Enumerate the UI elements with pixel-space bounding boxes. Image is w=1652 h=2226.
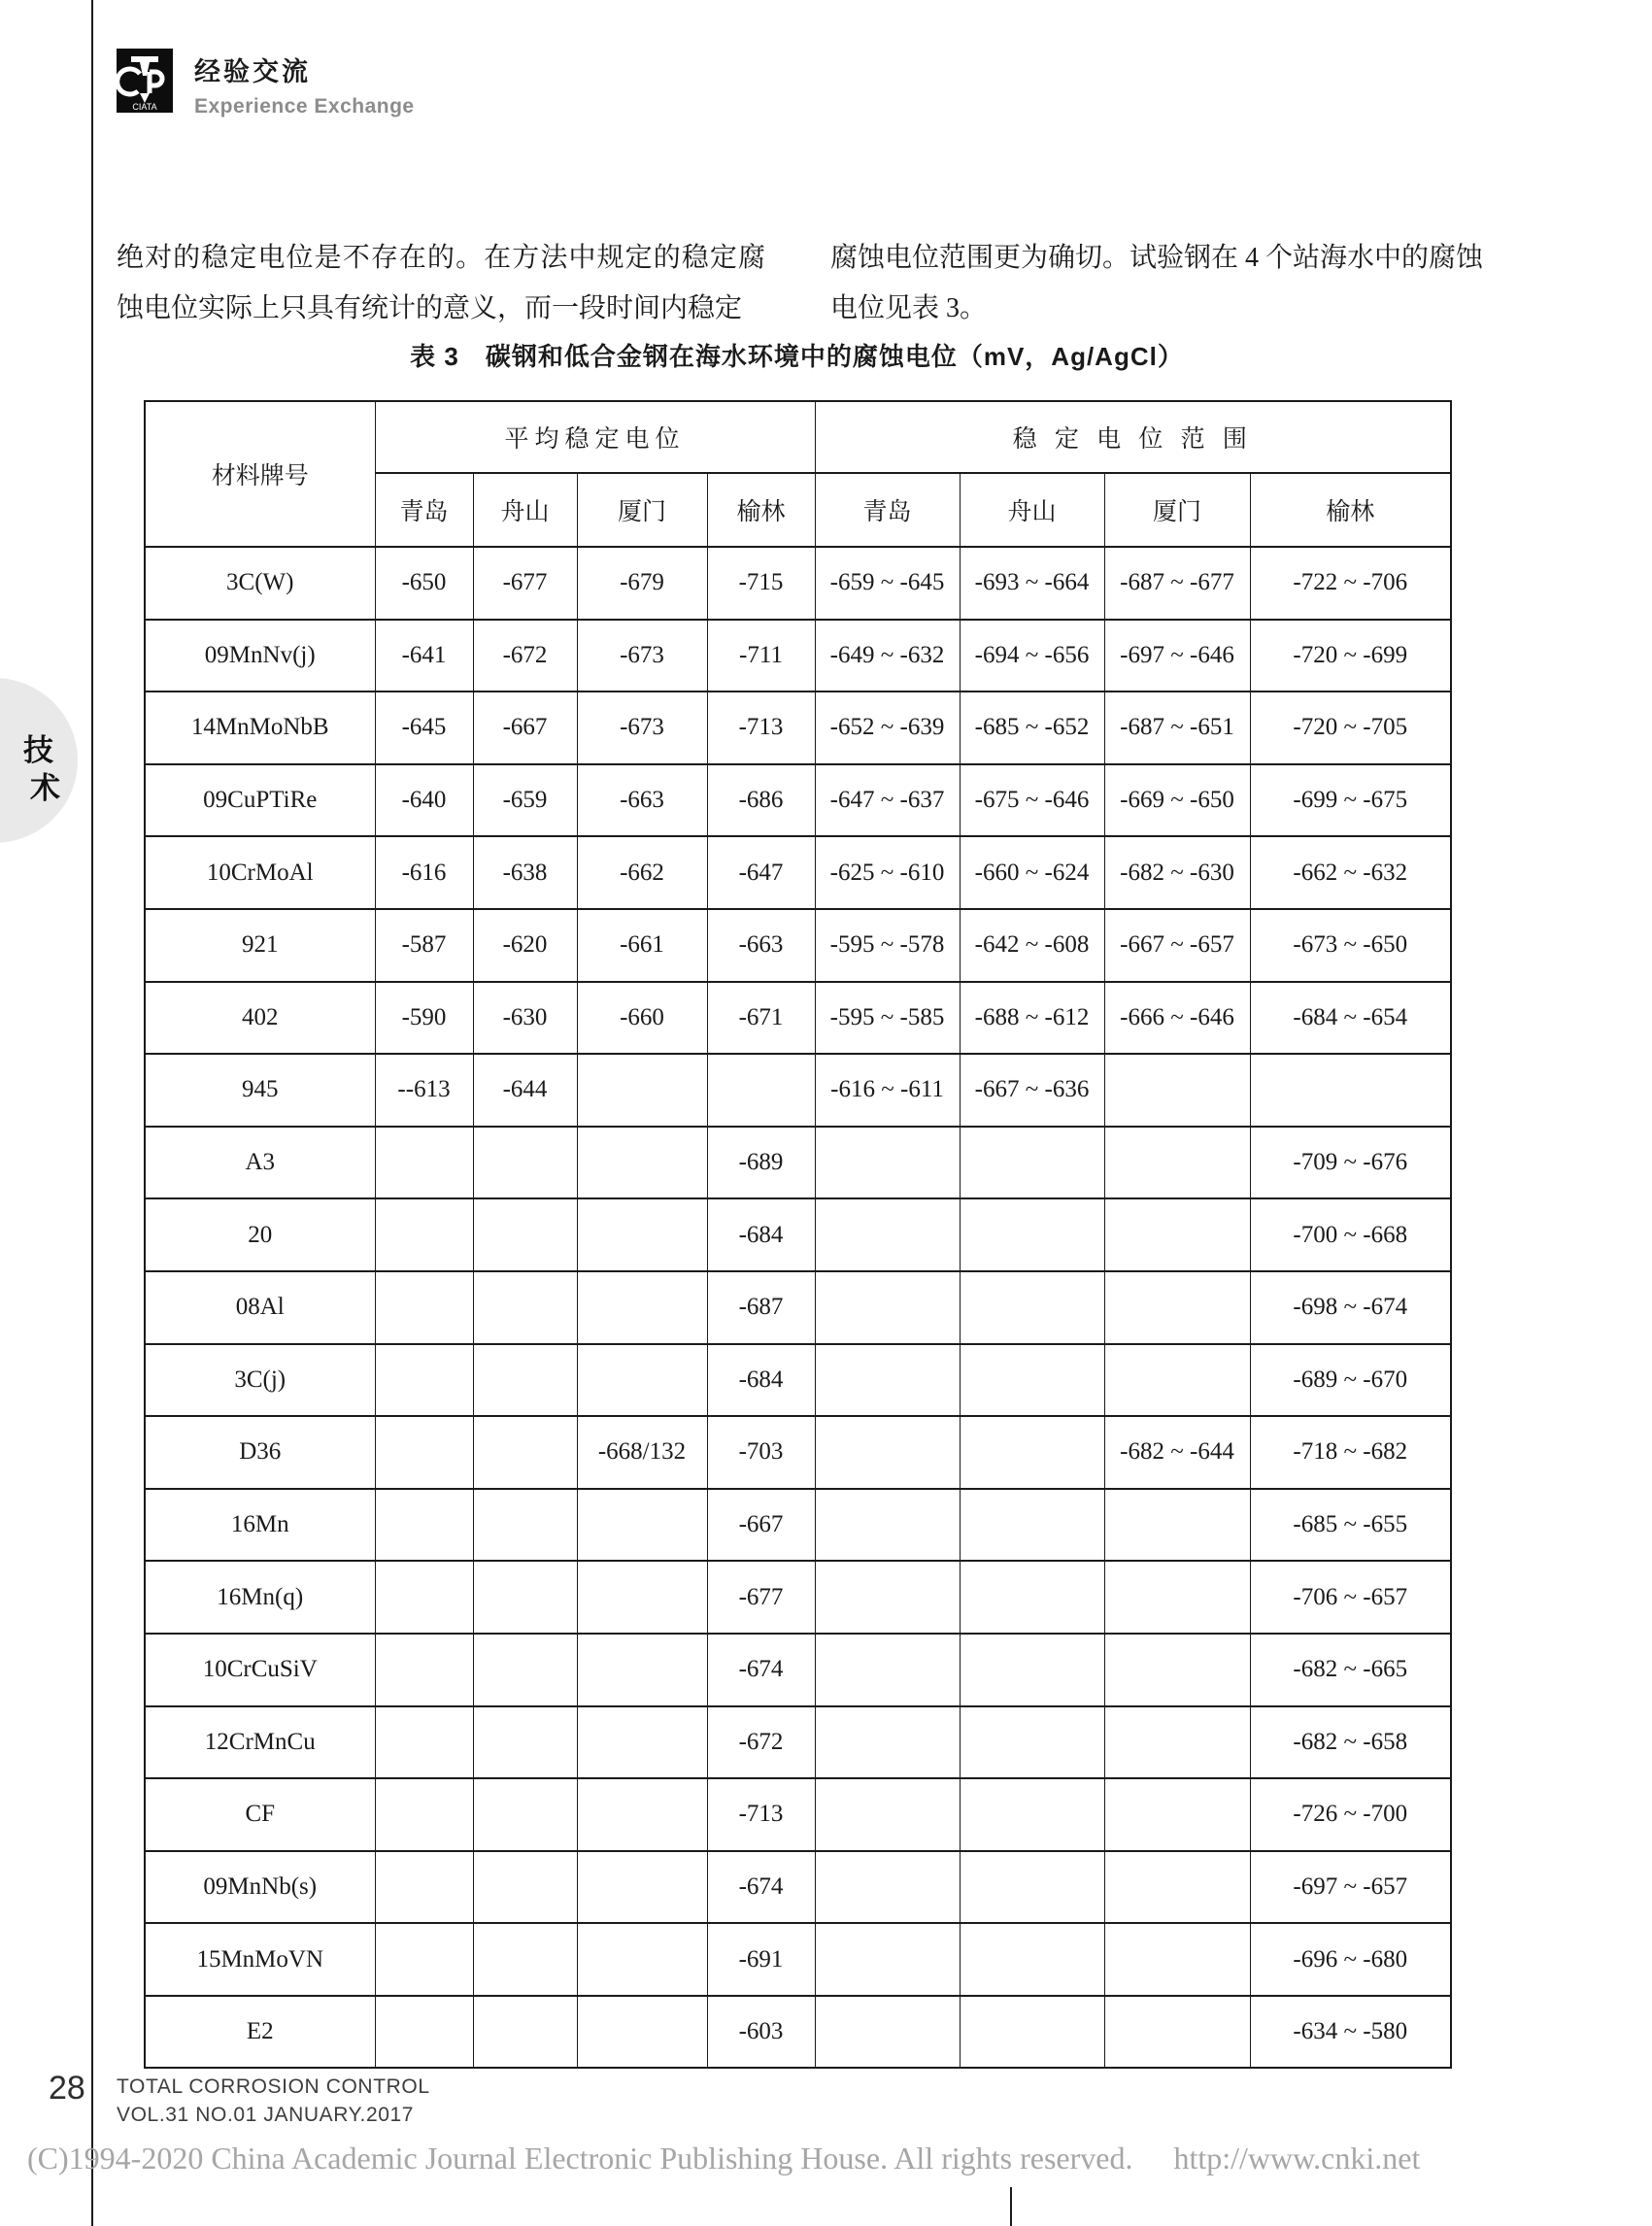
value-cell bbox=[577, 1634, 707, 1706]
value-cell bbox=[375, 1706, 473, 1779]
value-cell: -726 ~ -700 bbox=[1250, 1778, 1451, 1851]
material-cell: 16Mn(q) bbox=[145, 1561, 375, 1634]
value-cell bbox=[815, 1923, 960, 1996]
value-cell bbox=[960, 1923, 1104, 1996]
copyright-url: http://www.cnki.net bbox=[1173, 2141, 1421, 2175]
sub-header-cell: 舟山 bbox=[473, 473, 577, 547]
value-cell: -684 bbox=[707, 1344, 815, 1417]
value-cell: -650 bbox=[375, 547, 473, 620]
value-cell: -685 ~ -655 bbox=[1250, 1489, 1451, 1562]
value-cell: -672 bbox=[707, 1706, 815, 1779]
value-cell: -679 bbox=[577, 547, 707, 620]
value-cell bbox=[1104, 1198, 1250, 1271]
sub-header-cell: 青岛 bbox=[815, 473, 960, 547]
table-row bbox=[145, 1054, 1451, 1127]
value-cell bbox=[473, 1778, 577, 1851]
value-cell: -675 ~ -646 bbox=[960, 764, 1104, 837]
value-cell bbox=[577, 1851, 707, 1924]
value-cell: -595 ~ -585 bbox=[815, 982, 960, 1055]
value-cell bbox=[577, 1706, 707, 1779]
table-row bbox=[145, 1198, 1451, 1271]
value-cell bbox=[375, 1634, 473, 1706]
value-cell bbox=[473, 1561, 577, 1634]
material-cell: 12CrMnCu bbox=[145, 1706, 375, 1779]
value-cell: -674 bbox=[707, 1634, 815, 1706]
table-row bbox=[145, 982, 1451, 1055]
value-cell: -689 ~ -670 bbox=[1250, 1344, 1451, 1417]
table-row bbox=[145, 1416, 1451, 1489]
value-cell: -697 ~ -657 bbox=[1250, 1851, 1451, 1924]
table-data-body bbox=[145, 547, 1451, 2068]
value-cell bbox=[577, 1198, 707, 1271]
value-cell: -625 ~ -610 bbox=[815, 836, 960, 909]
value-cell bbox=[577, 1778, 707, 1851]
value-cell: -713 bbox=[707, 691, 815, 764]
material-cell: 09MnNv(j) bbox=[145, 620, 375, 692]
page-edge-mark bbox=[1010, 2187, 1012, 2226]
value-cell bbox=[473, 1271, 577, 1344]
table-row bbox=[145, 1561, 1451, 1634]
material-cell: 3C(W) bbox=[145, 547, 375, 620]
value-cell bbox=[1104, 1996, 1250, 2069]
table-title: 表 3 碳钢和低合金钢在海水环境中的腐蚀电位（mV，Ag/AgCl） bbox=[410, 342, 1184, 371]
value-cell: -616 bbox=[375, 836, 473, 909]
value-cell: -673 bbox=[577, 691, 707, 764]
value-cell: -686 bbox=[707, 764, 815, 837]
svg-text:CIATA: CIATA bbox=[132, 102, 157, 112]
value-cell: -644 bbox=[473, 1054, 577, 1127]
value-cell bbox=[473, 1996, 577, 2069]
value-cell bbox=[815, 1778, 960, 1851]
value-cell: -698 ~ -674 bbox=[1250, 1271, 1451, 1344]
material-cell: E2 bbox=[145, 1996, 375, 2069]
value-cell bbox=[577, 1489, 707, 1562]
value-cell bbox=[375, 1561, 473, 1634]
value-cell: -620 bbox=[473, 909, 577, 982]
value-cell: --613 bbox=[375, 1054, 473, 1127]
value-cell bbox=[960, 1706, 1104, 1779]
value-cell: -652 ~ -639 bbox=[815, 691, 960, 764]
value-cell: -669 ~ -650 bbox=[1104, 764, 1250, 837]
value-cell bbox=[815, 1996, 960, 2069]
value-cell bbox=[577, 1996, 707, 2069]
value-cell bbox=[1104, 1489, 1250, 1562]
value-cell bbox=[473, 1634, 577, 1706]
value-cell bbox=[815, 1127, 960, 1199]
copyright-text: (C)1994-2020 China Academic Journal Electronic Publishing House. All rights reserved. bbox=[27, 2141, 1133, 2175]
value-cell: -685 ~ -652 bbox=[960, 691, 1104, 764]
table-row bbox=[145, 1851, 1451, 1924]
value-cell: -630 bbox=[473, 982, 577, 1055]
value-cell: -603 bbox=[707, 1996, 815, 2069]
value-cell bbox=[1104, 1344, 1250, 1417]
value-cell bbox=[960, 1996, 1104, 2069]
value-cell: -647 ~ -637 bbox=[815, 764, 960, 837]
value-cell: -645 bbox=[375, 691, 473, 764]
value-cell: -706 ~ -657 bbox=[1250, 1561, 1451, 1634]
value-cell bbox=[473, 1706, 577, 1779]
value-cell: -660 bbox=[577, 982, 707, 1055]
value-cell bbox=[960, 1271, 1104, 1344]
value-cell: -642 ~ -608 bbox=[960, 909, 1104, 982]
material-cell: 14MnMoNbB bbox=[145, 691, 375, 764]
value-cell: -696 ~ -680 bbox=[1250, 1923, 1451, 1996]
journal-info bbox=[117, 2073, 430, 2129]
value-cell bbox=[960, 1416, 1104, 1489]
value-cell: -640 bbox=[375, 764, 473, 837]
value-cell: -703 bbox=[707, 1416, 815, 1489]
value-cell bbox=[1104, 1054, 1250, 1127]
value-cell bbox=[1250, 1054, 1451, 1127]
table-row bbox=[145, 1127, 1451, 1199]
value-cell bbox=[375, 1127, 473, 1199]
value-cell: -720 ~ -705 bbox=[1250, 691, 1451, 764]
sidebar-badge-char-1: 技 bbox=[23, 733, 53, 767]
material-cell: 09CuPTiRe bbox=[145, 764, 375, 837]
table-row bbox=[145, 1271, 1451, 1344]
logo-emblem-icon bbox=[117, 49, 173, 113]
journal-logo bbox=[117, 49, 173, 113]
value-cell bbox=[1104, 1561, 1250, 1634]
value-cell bbox=[375, 1198, 473, 1271]
value-cell: -666 ~ -646 bbox=[1104, 982, 1250, 1055]
table-row bbox=[145, 620, 1451, 692]
copyright-line bbox=[27, 2141, 1639, 2176]
sub-header-cell: 厦门 bbox=[1104, 473, 1250, 547]
value-cell: -682 ~ -644 bbox=[1104, 1416, 1250, 1489]
material-cell: 16Mn bbox=[145, 1489, 375, 1562]
value-cell: -663 bbox=[577, 764, 707, 837]
value-cell bbox=[815, 1489, 960, 1562]
value-cell: -668/132 bbox=[577, 1416, 707, 1489]
value-cell: -687 ~ -651 bbox=[1104, 691, 1250, 764]
material-cell: CF bbox=[145, 1778, 375, 1851]
value-cell: -660 ~ -624 bbox=[960, 836, 1104, 909]
value-cell: -671 bbox=[707, 982, 815, 1055]
value-cell: -674 bbox=[707, 1851, 815, 1924]
value-cell bbox=[1104, 1271, 1250, 1344]
value-cell: -682 ~ -630 bbox=[1104, 836, 1250, 909]
value-cell: -677 bbox=[473, 547, 577, 620]
value-cell: -684 ~ -654 bbox=[1250, 982, 1451, 1055]
value-cell bbox=[577, 1271, 707, 1344]
material-cell: D36 bbox=[145, 1416, 375, 1489]
table-row bbox=[145, 1706, 1451, 1779]
value-cell: -682 ~ -665 bbox=[1250, 1634, 1451, 1706]
value-cell: -663 bbox=[707, 909, 815, 982]
value-cell: -638 bbox=[473, 836, 577, 909]
material-cell: A3 bbox=[145, 1127, 375, 1199]
value-cell: -682 ~ -658 bbox=[1250, 1706, 1451, 1779]
value-cell bbox=[375, 1416, 473, 1489]
value-cell bbox=[473, 1344, 577, 1417]
table-row bbox=[145, 1489, 1451, 1562]
value-cell bbox=[577, 1127, 707, 1199]
value-cell bbox=[960, 1778, 1104, 1851]
value-cell bbox=[375, 1923, 473, 1996]
material-cell: 10CrMoAl bbox=[145, 836, 375, 909]
page-header bbox=[117, 49, 415, 118]
material-cell: 20 bbox=[145, 1198, 375, 1271]
group-header-range: 稳 定 电 位 范 围 bbox=[815, 401, 1451, 473]
value-cell: -709 ~ -676 bbox=[1250, 1127, 1451, 1199]
sub-header-cell: 舟山 bbox=[960, 473, 1104, 547]
sidebar-badge-char-2: 术 bbox=[30, 771, 60, 805]
value-cell: -691 bbox=[707, 1923, 815, 1996]
value-cell bbox=[815, 1271, 960, 1344]
value-cell bbox=[960, 1127, 1104, 1199]
value-cell bbox=[375, 1344, 473, 1417]
table-row bbox=[145, 1778, 1451, 1851]
value-cell: -687 ~ -677 bbox=[1104, 547, 1250, 620]
value-cell: -667 ~ -657 bbox=[1104, 909, 1250, 982]
table-row bbox=[145, 691, 1451, 764]
value-cell bbox=[815, 1198, 960, 1271]
value-cell: -720 ~ -699 bbox=[1250, 620, 1451, 692]
value-cell bbox=[375, 1271, 473, 1344]
material-cell: 10CrCuSiV bbox=[145, 1634, 375, 1706]
corner-header-cell: 材料牌号 bbox=[145, 401, 375, 547]
value-cell bbox=[1104, 1634, 1250, 1706]
value-cell bbox=[375, 1851, 473, 1924]
value-cell bbox=[1104, 1127, 1250, 1199]
material-cell: 15MnMoVN bbox=[145, 1923, 375, 1996]
value-cell: -700 ~ -668 bbox=[1250, 1198, 1451, 1271]
value-cell bbox=[473, 1923, 577, 1996]
value-cell bbox=[960, 1344, 1104, 1417]
value-cell: -659 bbox=[473, 764, 577, 837]
value-cell bbox=[375, 1996, 473, 2069]
value-cell bbox=[473, 1127, 577, 1199]
table-row bbox=[145, 547, 1451, 620]
sub-header-cell: 厦门 bbox=[577, 473, 707, 547]
value-cell bbox=[473, 1416, 577, 1489]
value-cell: -616 ~ -611 bbox=[815, 1054, 960, 1127]
body-text-left-column: 绝对的稳定电位是不存在的。在方法中规定的稳定腐蚀电位实际上只具有统计的意义，而一段时间内稳定 bbox=[117, 243, 765, 323]
value-cell: -673 ~ -650 bbox=[1250, 909, 1451, 982]
value-cell: -595 ~ -578 bbox=[815, 909, 960, 982]
value-cell: -673 bbox=[577, 620, 707, 692]
value-cell: -694 ~ -656 bbox=[960, 620, 1104, 692]
table-row bbox=[145, 1996, 1451, 2069]
section-title-en: Experience Exchange bbox=[194, 95, 415, 118]
value-cell: -689 bbox=[707, 1127, 815, 1199]
value-cell bbox=[577, 1344, 707, 1417]
value-cell: -634 ~ -580 bbox=[1250, 1996, 1451, 2069]
value-cell: -662 ~ -632 bbox=[1250, 836, 1451, 909]
value-cell: -677 bbox=[707, 1561, 815, 1634]
value-cell: -699 ~ -675 bbox=[1250, 764, 1451, 837]
value-cell: -684 bbox=[707, 1198, 815, 1271]
page-number: 28 bbox=[49, 2070, 85, 2107]
value-cell: -667 ~ -636 bbox=[960, 1054, 1104, 1127]
value-cell: -672 bbox=[473, 620, 577, 692]
sub-header-cell: 榆林 bbox=[1250, 473, 1451, 547]
header-titles bbox=[194, 49, 415, 118]
material-cell: 945 bbox=[145, 1054, 375, 1127]
value-cell bbox=[707, 1054, 815, 1127]
value-cell: -667 bbox=[707, 1489, 815, 1562]
value-cell: -667 bbox=[473, 691, 577, 764]
value-cell: -641 bbox=[375, 620, 473, 692]
value-cell: -687 bbox=[707, 1271, 815, 1344]
value-cell bbox=[1104, 1923, 1250, 1996]
material-cell: 3C(j) bbox=[145, 1344, 375, 1417]
sub-header-cell: 青岛 bbox=[375, 473, 473, 547]
journal-volume-line: VOL.31 NO.01 JANUARY.2017 bbox=[117, 2104, 415, 2126]
value-cell bbox=[815, 1561, 960, 1634]
section-title-zh: 经验交流 bbox=[194, 57, 311, 86]
value-cell: -649 ~ -632 bbox=[815, 620, 960, 692]
value-cell bbox=[473, 1851, 577, 1924]
value-cell bbox=[960, 1851, 1104, 1924]
value-cell: -590 bbox=[375, 982, 473, 1055]
value-cell bbox=[960, 1489, 1104, 1562]
value-cell: -697 ~ -646 bbox=[1104, 620, 1250, 692]
table-row bbox=[145, 836, 1451, 909]
value-cell bbox=[815, 1344, 960, 1417]
left-margin-rule bbox=[91, 0, 93, 2226]
value-cell bbox=[577, 1923, 707, 1996]
value-cell: -587 bbox=[375, 909, 473, 982]
value-cell bbox=[960, 1561, 1104, 1634]
material-cell: 08Al bbox=[145, 1271, 375, 1344]
table-row bbox=[145, 764, 1451, 837]
value-cell: -715 bbox=[707, 547, 815, 620]
journal-title-line: TOTAL CORROSION CONTROL bbox=[117, 2075, 430, 2098]
value-cell bbox=[1104, 1706, 1250, 1779]
value-cell bbox=[1104, 1778, 1250, 1851]
value-cell: -693 ~ -664 bbox=[960, 547, 1104, 620]
table-row bbox=[145, 909, 1451, 982]
value-cell: -662 bbox=[577, 836, 707, 909]
corrosion-table bbox=[144, 400, 1452, 2069]
value-cell: -661 bbox=[577, 909, 707, 982]
value-cell: -711 bbox=[707, 620, 815, 692]
value-cell bbox=[473, 1489, 577, 1562]
value-cell bbox=[1104, 1851, 1250, 1924]
sub-header-cell: 榆林 bbox=[707, 473, 815, 547]
table-header-group-row bbox=[145, 401, 1451, 473]
value-cell bbox=[473, 1198, 577, 1271]
material-cell: 921 bbox=[145, 909, 375, 982]
value-cell bbox=[815, 1634, 960, 1706]
value-cell bbox=[375, 1778, 473, 1851]
material-cell: 402 bbox=[145, 982, 375, 1055]
value-cell bbox=[577, 1054, 707, 1127]
table-row bbox=[145, 1923, 1451, 1996]
value-cell: -713 bbox=[707, 1778, 815, 1851]
value-cell bbox=[577, 1561, 707, 1634]
value-cell bbox=[960, 1634, 1104, 1706]
value-cell bbox=[960, 1198, 1104, 1271]
value-cell bbox=[815, 1706, 960, 1779]
value-cell bbox=[815, 1416, 960, 1489]
value-cell bbox=[815, 1851, 960, 1924]
value-cell: -688 ~ -612 bbox=[960, 982, 1104, 1055]
value-cell bbox=[375, 1489, 473, 1562]
table-row bbox=[145, 1344, 1451, 1417]
material-cell: 09MnNb(s) bbox=[145, 1851, 375, 1924]
table-row bbox=[145, 1634, 1451, 1706]
body-text-right-column: 腐蚀电位范围更为确切。试验钢在 4 个站海水中的腐蚀电位见表 3。 bbox=[830, 243, 1484, 323]
group-header-average: 平均稳定电位 bbox=[375, 401, 815, 473]
value-cell: -718 ~ -682 bbox=[1250, 1416, 1451, 1489]
value-cell: -647 bbox=[707, 836, 815, 909]
value-cell: -659 ~ -645 bbox=[815, 547, 960, 620]
value-cell: -722 ~ -706 bbox=[1250, 547, 1451, 620]
